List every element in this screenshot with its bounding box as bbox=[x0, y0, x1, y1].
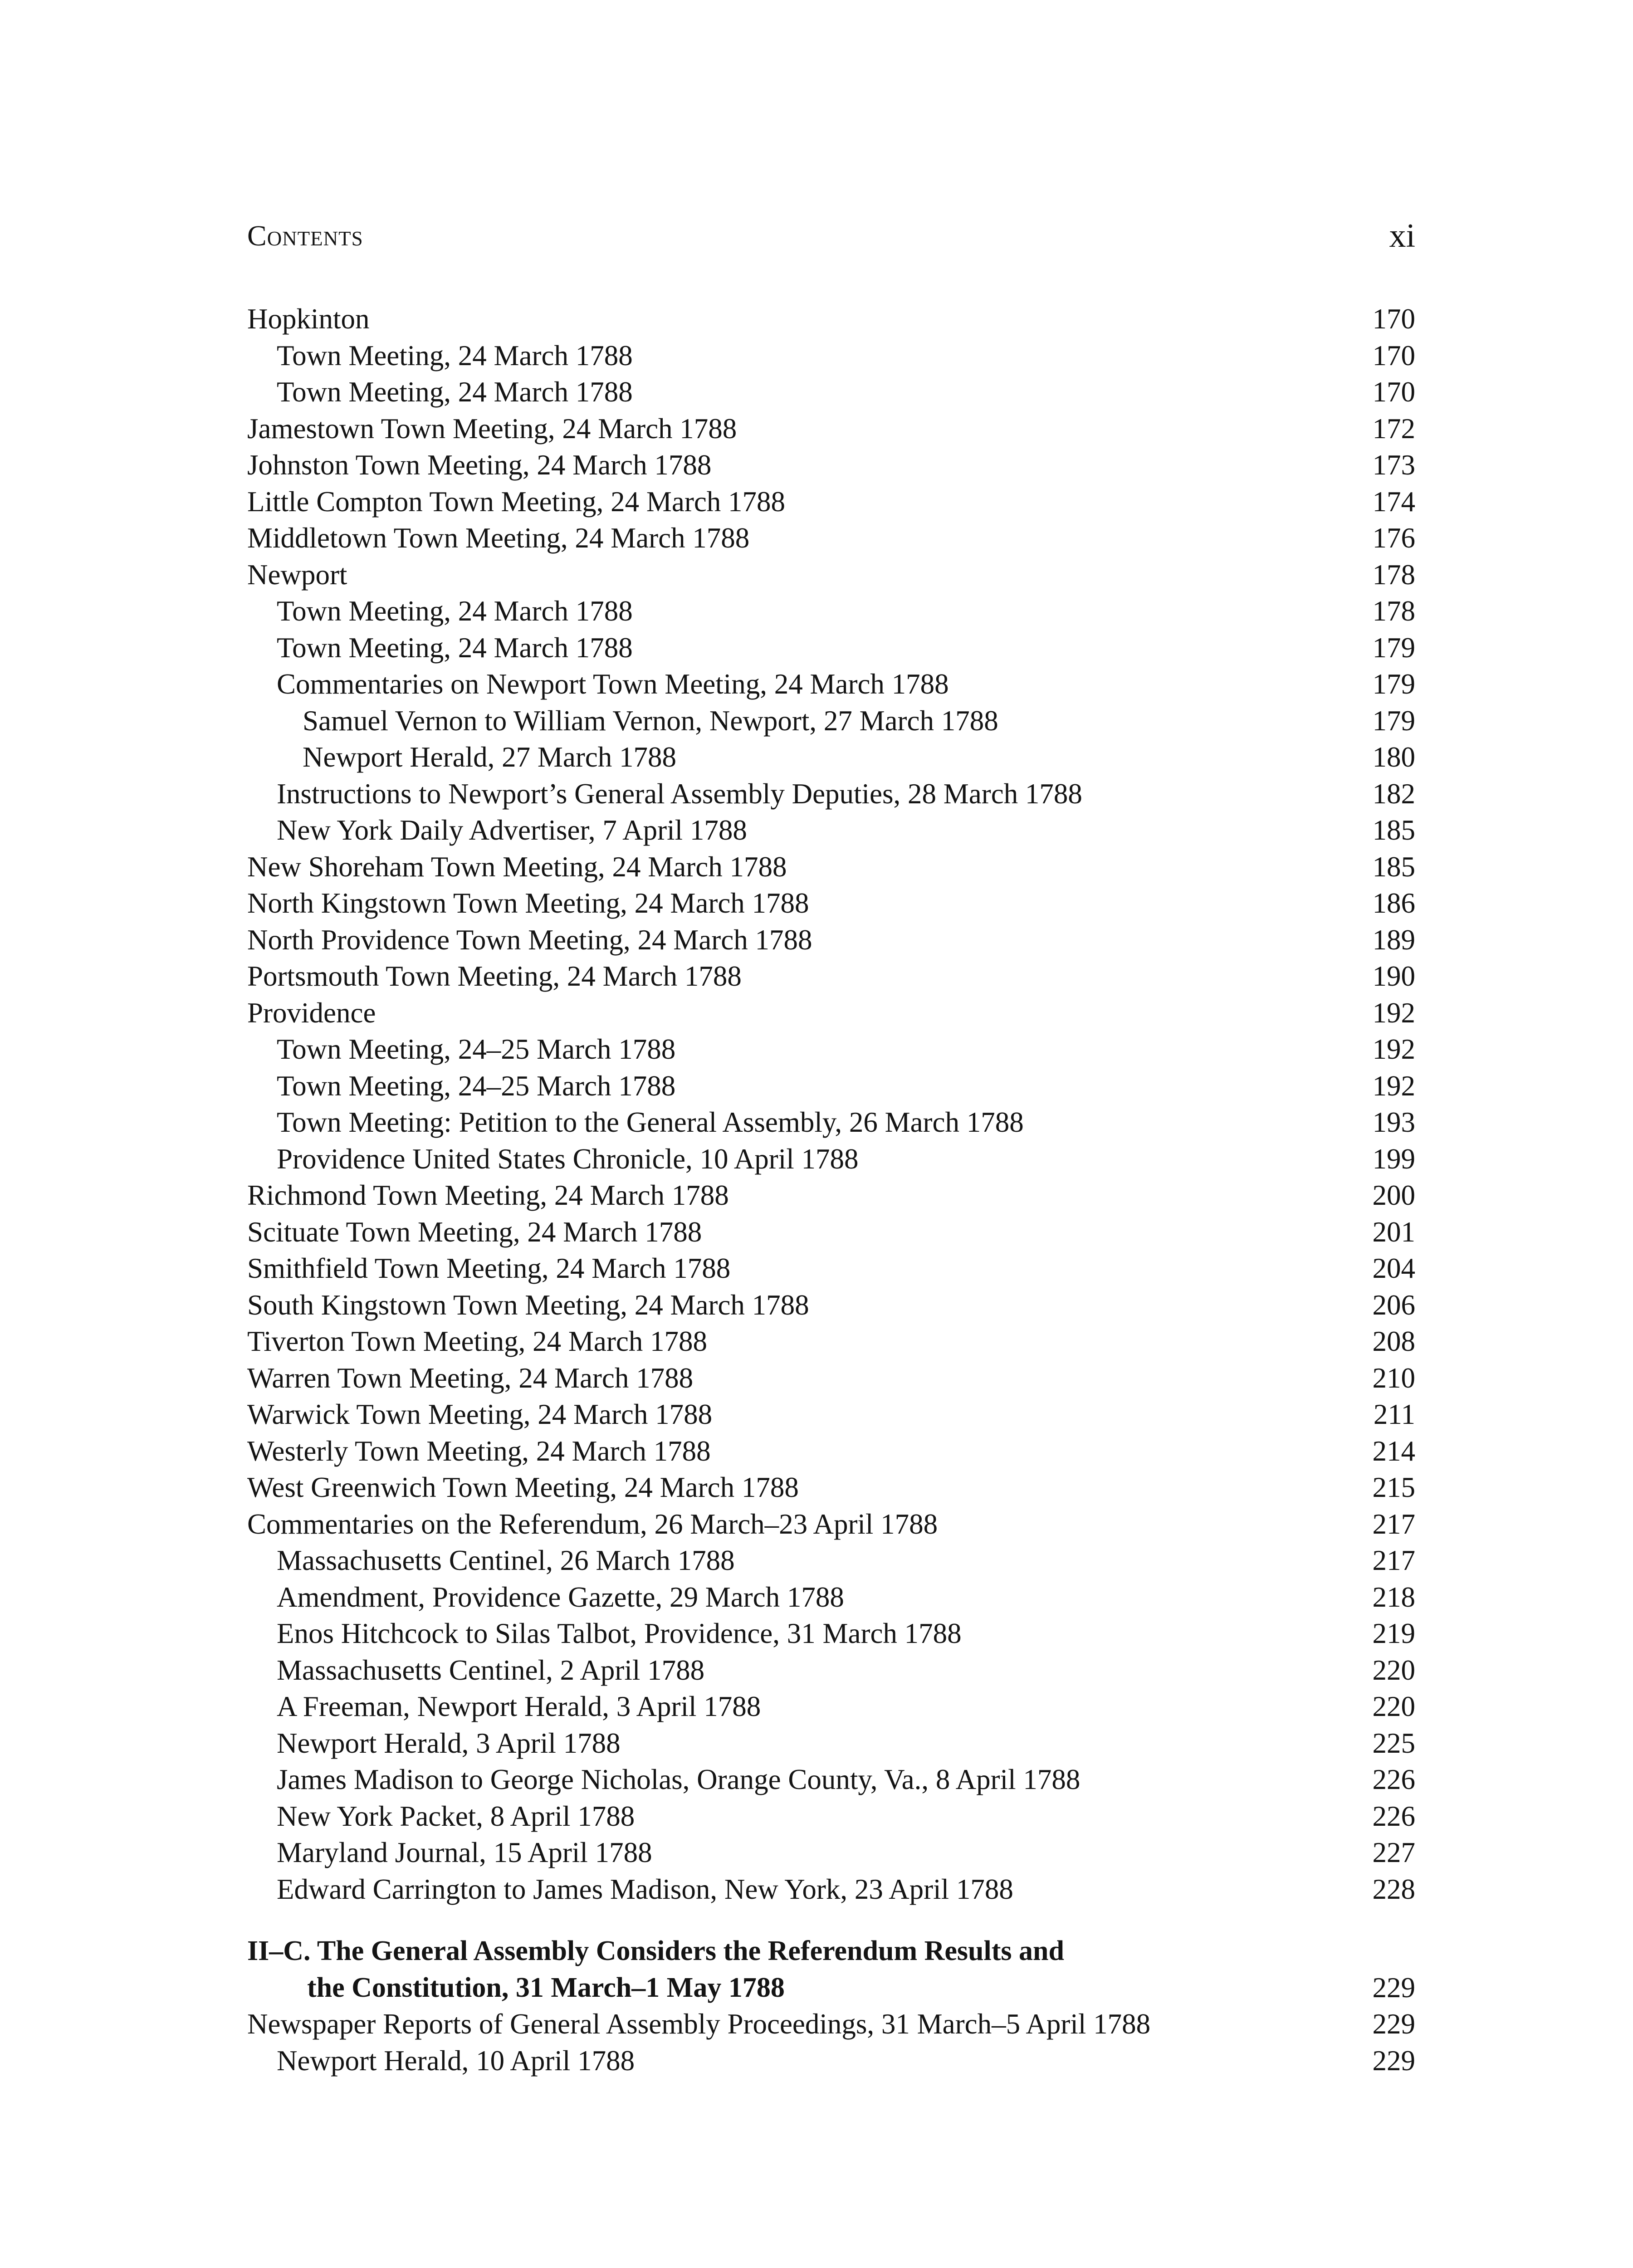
toc-entry bbox=[247, 812, 1415, 849]
toc-entry-page: 174 bbox=[1372, 485, 1415, 518]
toc-entry-page: 199 bbox=[1372, 1143, 1415, 1175]
toc-entry-page: 211 bbox=[1373, 1398, 1415, 1430]
toc-entry bbox=[247, 922, 1415, 958]
toc-entry bbox=[247, 1725, 1415, 1762]
toc-entry-title: Commentaries on the Referendum, 26 March–23 April 1788 bbox=[247, 1508, 938, 1540]
toc-entry-title: Town Meeting, 24–25 March 1788 bbox=[277, 1033, 676, 1065]
toc-entry bbox=[247, 1761, 1415, 1798]
toc-entry-title: Jamestown Town Meeting, 24 March 1788 bbox=[247, 412, 737, 445]
toc-entry-page: 226 bbox=[1372, 1800, 1415, 1832]
toc-entry bbox=[247, 411, 1415, 447]
toc-entry-page: 193 bbox=[1372, 1106, 1415, 1138]
toc-entry bbox=[247, 703, 1415, 739]
toc-entry bbox=[247, 447, 1415, 484]
toc-entry bbox=[247, 1834, 1415, 1871]
toc-entry-title: James Madison to George Nicholas, Orange County, Va., 8 April 1788 bbox=[277, 1764, 1081, 1795]
toc-entry bbox=[247, 666, 1415, 703]
toc-entry bbox=[247, 1323, 1415, 1360]
toc-entry-title: Newspaper Reports of General Assembly Proceedings, 31 March–5 April 1788 bbox=[247, 2008, 1151, 2040]
toc-entry bbox=[247, 1287, 1415, 1324]
toc-entry bbox=[247, 849, 1415, 885]
toc-entry-title: Town Meeting, 24 March 1788 bbox=[277, 631, 633, 664]
toc-entry-title: Samuel Vernon to William Vernon, Newport, 27 March 1788 bbox=[303, 704, 998, 737]
toc-entry-page: 220 bbox=[1372, 1654, 1415, 1686]
toc-entry-title: South Kingstown Town Meeting, 24 March 1788 bbox=[247, 1289, 809, 1321]
toc-entry bbox=[247, 1068, 1415, 1105]
toc-entry bbox=[247, 995, 1415, 1031]
section-heading-line-2: the Constitution, 31 March–1 May 1788 bbox=[307, 1972, 785, 2003]
toc-entry bbox=[247, 885, 1415, 922]
toc-entry-page: 192 bbox=[1372, 1070, 1415, 1102]
toc-entry-page: 215 bbox=[1372, 1471, 1415, 1503]
toc-entry-title: Newport Herald, 27 March 1788 bbox=[303, 741, 677, 773]
toc-entry-title: Hopkinton bbox=[247, 303, 370, 335]
toc-entry-page: 204 bbox=[1372, 1252, 1415, 1284]
page-number: xi bbox=[1389, 217, 1415, 254]
toc-entry bbox=[247, 1469, 1415, 1506]
toc-entry-page: 227 bbox=[1372, 1837, 1415, 1868]
toc-entry bbox=[247, 776, 1415, 812]
toc-entry bbox=[247, 1652, 1415, 1689]
toc-entry bbox=[247, 1214, 1415, 1251]
toc-entry-title: Johnston Town Meeting, 24 March 1788 bbox=[247, 449, 712, 481]
toc-entry bbox=[247, 1688, 1415, 1725]
toc-entry bbox=[247, 2043, 1415, 2079]
toc-entry-page: 179 bbox=[1372, 631, 1415, 664]
toc-entry-title: Portsmouth Town Meeting, 24 March 1788 bbox=[247, 960, 742, 992]
toc-entry bbox=[247, 1141, 1415, 1178]
toc-entry-title: Town Meeting, 24–25 March 1788 bbox=[277, 1070, 676, 1102]
toc-entry-title: Westerly Town Meeting, 24 March 1788 bbox=[247, 1435, 711, 1467]
toc-entry bbox=[247, 1579, 1415, 1616]
toc-entry-page: 170 bbox=[1372, 303, 1415, 335]
toc-entry-page: 226 bbox=[1372, 1764, 1415, 1795]
toc-entry bbox=[247, 958, 1415, 995]
toc-entry-title: New York Packet, 8 April 1788 bbox=[277, 1800, 635, 1832]
toc-entry-title: Newport Herald, 10 April 1788 bbox=[277, 2044, 635, 2077]
toc-entry bbox=[247, 739, 1415, 776]
toc-entry-title: Middletown Town Meeting, 24 March 1788 bbox=[247, 522, 750, 554]
toc-entry-title: Tiverton Town Meeting, 24 March 1788 bbox=[247, 1325, 708, 1357]
toc-entry-page: 182 bbox=[1372, 777, 1415, 810]
toc-entry-page: 217 bbox=[1372, 1545, 1415, 1576]
toc-entry-page: 192 bbox=[1372, 1033, 1415, 1065]
toc-entry bbox=[247, 1615, 1415, 1652]
running-head-title: Contents bbox=[247, 220, 363, 252]
toc-entry-page: 176 bbox=[1372, 522, 1415, 554]
toc-entry-page: 179 bbox=[1372, 704, 1415, 737]
toc-entry-page: 173 bbox=[1372, 449, 1415, 481]
toc-entry-title: Providence United States Chronicle, 10 April 1788 bbox=[277, 1143, 859, 1175]
toc-entry-title: West Greenwich Town Meeting, 24 March 1788 bbox=[247, 1471, 799, 1503]
toc-entry-page: 192 bbox=[1372, 997, 1415, 1029]
toc-entry bbox=[247, 1542, 1415, 1579]
section-heading-page: 229 bbox=[1372, 1971, 1415, 2004]
toc-entry-title: Edward Carrington to James Madison, New York, 23 April 1788 bbox=[277, 1873, 1013, 1905]
toc-entry-title: Town Meeting, 24 March 1788 bbox=[277, 595, 633, 627]
toc-entry-title: Scituate Town Meeting, 24 March 1788 bbox=[247, 1216, 702, 1248]
toc-entry bbox=[247, 301, 1415, 337]
toc-entry-page: 210 bbox=[1372, 1362, 1415, 1394]
toc-entry-title: A Freeman, Newport Herald, 3 April 1788 bbox=[277, 1691, 761, 1722]
toc-entry-title: Commentaries on Newport Town Meeting, 24 March 1788 bbox=[277, 668, 949, 700]
toc-entry-title: Massachusetts Centinel, 26 March 1788 bbox=[277, 1545, 735, 1576]
toc-entry-page: 219 bbox=[1372, 1618, 1415, 1649]
toc-entry-page: 178 bbox=[1372, 558, 1415, 591]
toc-entry-title: Newport Herald, 3 April 1788 bbox=[277, 1727, 621, 1759]
toc-entry-page: 179 bbox=[1372, 668, 1415, 700]
toc-entry-page: 229 bbox=[1372, 2008, 1415, 2040]
toc-entry-page: 220 bbox=[1372, 1691, 1415, 1722]
toc-entry-page: 201 bbox=[1372, 1216, 1415, 1248]
toc-entry-page: 208 bbox=[1372, 1325, 1415, 1357]
toc-entry-title: Richmond Town Meeting, 24 March 1788 bbox=[247, 1179, 729, 1211]
toc-entry bbox=[247, 337, 1415, 374]
toc-entry-title: Amendment, Providence Gazette, 29 March 1788 bbox=[277, 1581, 844, 1613]
toc-entry-page: 229 bbox=[1372, 2044, 1415, 2077]
toc-entry bbox=[247, 520, 1415, 557]
toc-entry bbox=[247, 1360, 1415, 1397]
toc-entry-page: 178 bbox=[1372, 595, 1415, 627]
running-head bbox=[247, 213, 1415, 259]
toc-entry bbox=[247, 557, 1415, 593]
toc-entry-title: North Providence Town Meeting, 24 March 1788 bbox=[247, 924, 812, 956]
toc-entry bbox=[247, 1433, 1415, 1470]
toc-entry-page: 200 bbox=[1372, 1179, 1415, 1211]
table-of-contents bbox=[247, 301, 1415, 2079]
toc-entry-page: 186 bbox=[1372, 887, 1415, 919]
toc-entry-title: Little Compton Town Meeting, 24 March 1788 bbox=[247, 485, 786, 518]
toc-entry-page: 214 bbox=[1372, 1435, 1415, 1467]
toc-entry-page: 217 bbox=[1372, 1508, 1415, 1540]
toc-entry-title: Warren Town Meeting, 24 March 1788 bbox=[247, 1362, 694, 1394]
toc-entry-title: New York Daily Advertiser, 7 April 1788 bbox=[277, 814, 747, 846]
toc-entry-page: 180 bbox=[1372, 741, 1415, 773]
toc-entry-page: 225 bbox=[1372, 1727, 1415, 1759]
toc-entry-title: Smithfield Town Meeting, 24 March 1788 bbox=[247, 1252, 731, 1284]
toc-entry bbox=[247, 484, 1415, 520]
toc-entry bbox=[247, 1250, 1415, 1287]
toc-entry bbox=[247, 2006, 1415, 2043]
toc-entry bbox=[247, 1871, 1415, 1908]
toc-entry-title: Town Meeting: Petition to the General Assembly, 26 March 1788 bbox=[277, 1106, 1024, 1138]
toc-entry-page: 206 bbox=[1372, 1289, 1415, 1321]
toc-entry bbox=[247, 630, 1415, 666]
toc-entry-page: 218 bbox=[1372, 1581, 1415, 1613]
toc-entry-page: 172 bbox=[1372, 412, 1415, 445]
toc-entry-page: 185 bbox=[1372, 850, 1415, 883]
toc-entry-title: Town Meeting, 24 March 1788 bbox=[277, 376, 633, 408]
toc-entry bbox=[247, 1798, 1415, 1835]
toc-entry-title: Providence bbox=[247, 997, 376, 1029]
toc-entry bbox=[247, 1104, 1415, 1141]
toc-entry-title: Warwick Town Meeting, 24 March 1788 bbox=[247, 1398, 713, 1430]
toc-entry bbox=[247, 1506, 1415, 1543]
toc-entry-page: 228 bbox=[1372, 1873, 1415, 1905]
toc-entry-title: Maryland Journal, 15 April 1788 bbox=[277, 1837, 652, 1868]
toc-entry bbox=[247, 593, 1415, 630]
toc-entry-title: Massachusetts Centinel, 2 April 1788 bbox=[277, 1654, 705, 1686]
toc-entry-title: Instructions to Newport’s General Assembly Deputies, 28 March 1788 bbox=[277, 777, 1082, 810]
toc-entry bbox=[247, 1031, 1415, 1068]
toc-entry-page: 185 bbox=[1372, 814, 1415, 846]
toc-entry-page: 170 bbox=[1372, 339, 1415, 371]
toc-entry bbox=[247, 1396, 1415, 1433]
toc-entry-page: 190 bbox=[1372, 960, 1415, 992]
section-heading-line-1: II–C. The General Assembly Considers the Referendum Results and bbox=[247, 1936, 1064, 1966]
toc-entry-page: 170 bbox=[1372, 376, 1415, 408]
toc-entry-title: Newport bbox=[247, 558, 347, 591]
toc-entry-title: Enos Hitchcock to Silas Talbot, Providence, 31 March 1788 bbox=[277, 1618, 962, 1649]
toc-entry-title: New Shoreham Town Meeting, 24 March 1788 bbox=[247, 850, 787, 883]
toc-entry-title: Town Meeting, 24 March 1788 bbox=[277, 339, 633, 371]
toc-entry bbox=[247, 374, 1415, 411]
toc-entry-title: North Kingstown Town Meeting, 24 March 1788 bbox=[247, 887, 809, 919]
toc-entry bbox=[247, 1177, 1415, 1214]
section-heading bbox=[247, 1933, 1415, 2006]
toc-entry-page: 189 bbox=[1372, 924, 1415, 956]
